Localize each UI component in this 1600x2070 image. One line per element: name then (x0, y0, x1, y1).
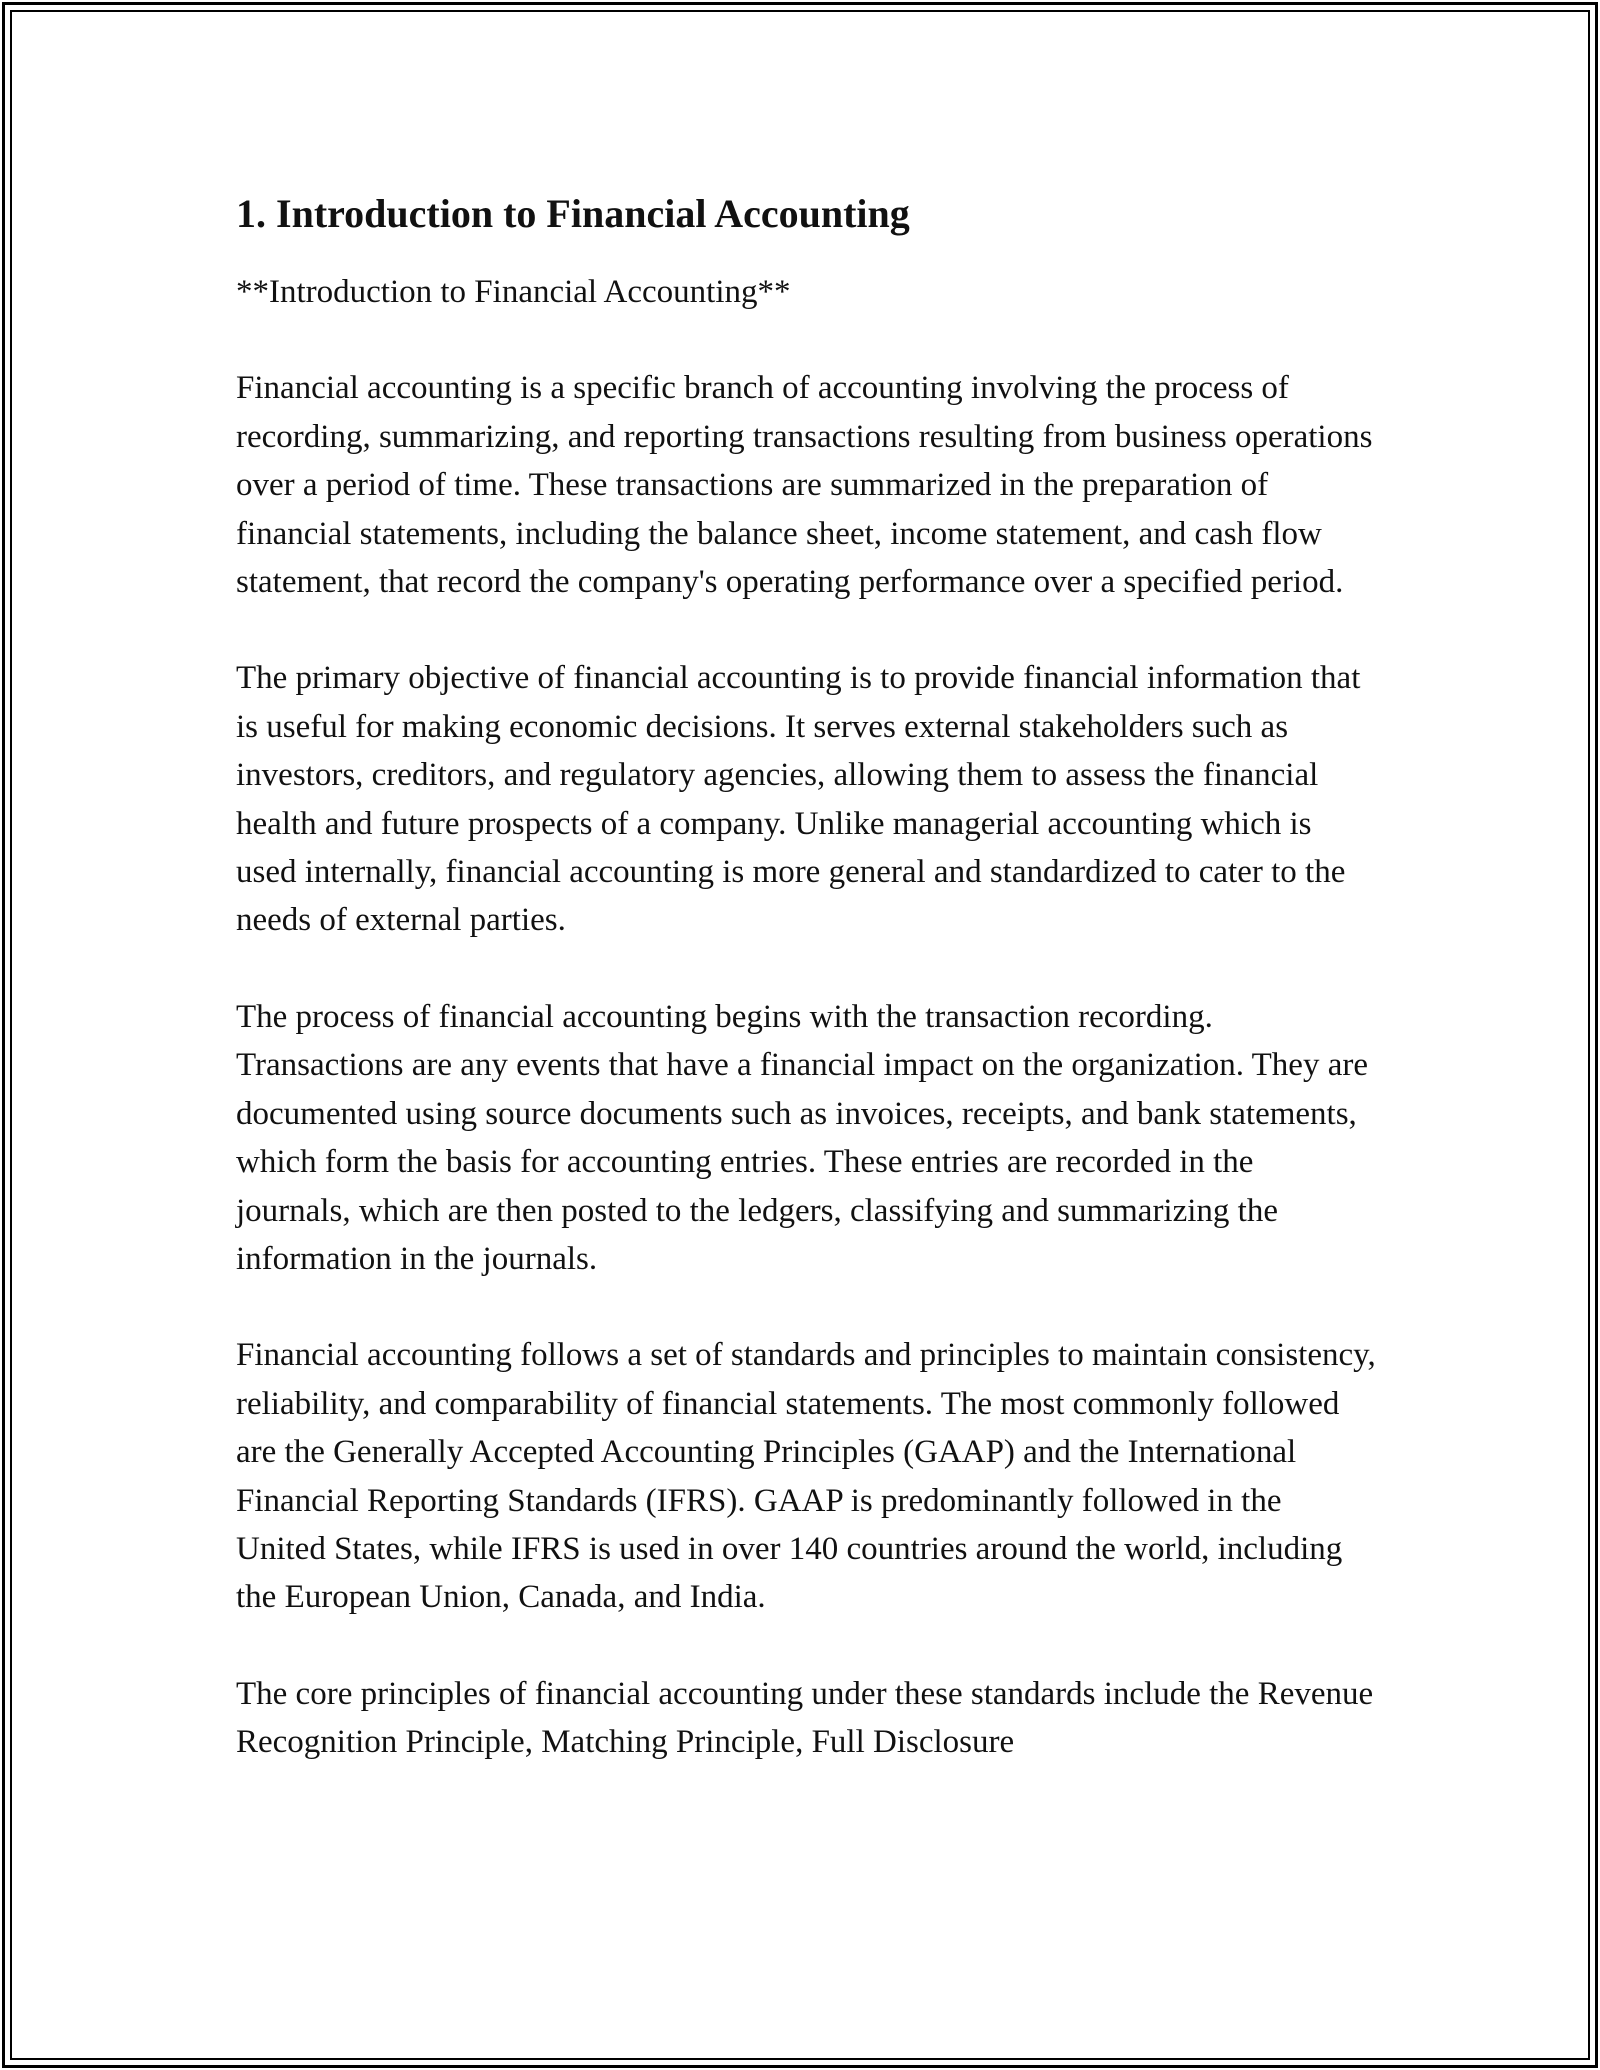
paragraph-process: The process of financial accounting begins with the transaction recording. Transactions are any events that have a financial impact on the organization. They are documented using source documents such as invoices, receipts, and bank statements, which form the basis for accounting entries. These entries are recorded in the journals, which are then posted to the ledgers, classifying and summarizing the information in the journals. (236, 998, 1368, 1277)
paragraph-subtitle: **Introduction to Financial Accounting** (236, 274, 791, 310)
paragraph-core-principles: The core principles of financial accounting under these standards include the Revenue Recognition Principle, Matching Principle, Full Disclosure (236, 1675, 1374, 1761)
section-heading: 1. Introduction to Financial Accounting (236, 191, 910, 236)
paragraph-definition: Financial accounting is a specific branch of accounting involving the process of recording, summarizing, and reporting transactions resulting from business operations over a period of time. These transactions are summarized in the preparation of financial statements, including the balance sheet, income statement, and cash flow statement, that record the company's operating performance over a specified period. (236, 370, 1373, 601)
paragraph-objective: The primary objective of financial accounting is to provide financial information that is useful for making economic decisions. It serves external stakeholders such as investors, creditors, and regulatory agencies, allowing them to assess the financial health and future prospects of a company. Unlike managerial accounting which is used internally, financial accounting is more general and standardized to cater to the needs of external parties. (236, 660, 1361, 939)
document-body (236, 186, 1376, 1767)
paragraph-standards: Financial accounting follows a set of standards and principles to maintain consistency, reliability, and comparability of financial statements. The most commonly followed are the Generally Accepted Accounting Principles (GAAP) and the International Financial Reporting Standards (IFRS). GAAP is predominantly followed in the United States, while IFRS is used in over 140 countries around the world, including the European Union, Canada, and India. (236, 1337, 1376, 1616)
